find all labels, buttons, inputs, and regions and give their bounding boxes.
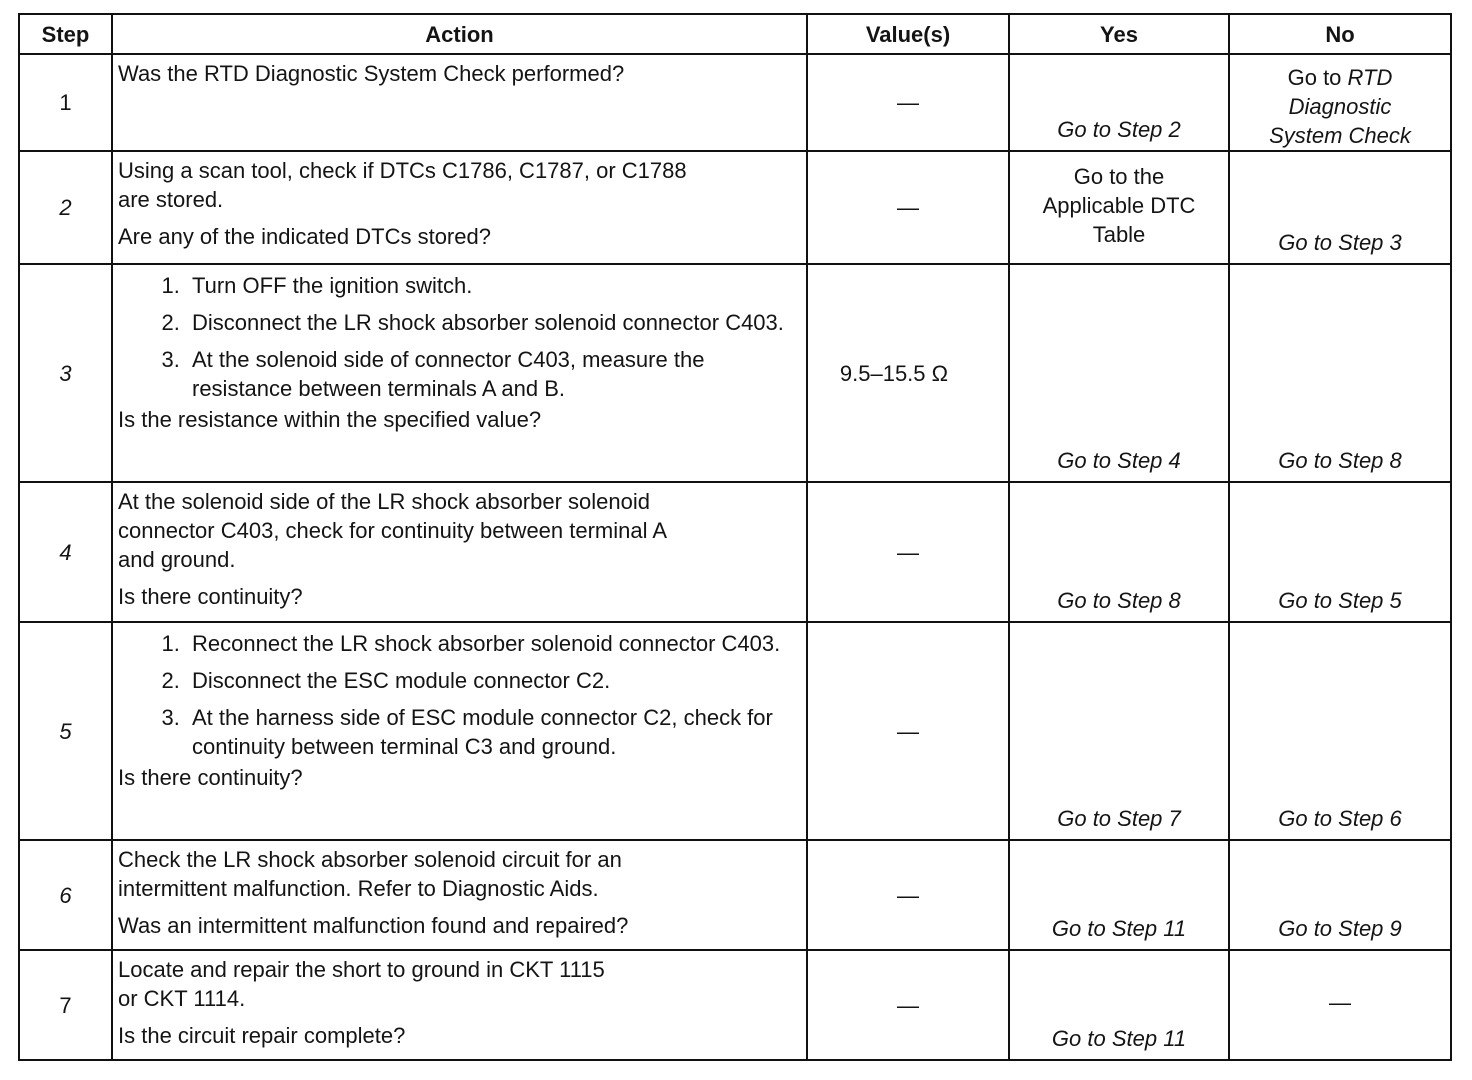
yes-line: Table [1092,222,1146,247]
yes-cell [1009,482,1229,622]
procedure-step: 1. Reconnect the LR shock absorber solenoid connector C403. [186,629,800,658]
value-cell: — [807,622,1009,840]
header-row [19,14,1451,54]
no-cell [1229,54,1451,151]
no-link-line: RTD [1347,65,1393,90]
step-number: 1 [19,54,112,151]
step-number: 5 [19,622,112,840]
yes-text: Go to Step 7 [1057,806,1181,831]
yes-line: Applicable DTC [1042,193,1196,218]
action-text: At the solenoid side of the LR shock absorber solenoid [118,489,650,514]
no-cell [1229,840,1451,950]
action-cell [112,950,807,1060]
action-text: Was the RTD Diagnostic System Check performed? [118,61,625,86]
value-cell: — [807,151,1009,264]
no-cell [1229,622,1451,840]
procedure-list [118,629,800,761]
action-text: connector C403, check for continuity between terminal A [118,518,668,543]
yes-cell [1009,950,1229,1060]
table-row [19,622,1451,840]
procedure-step: 2. Disconnect the ESC module connector C2. [186,666,800,695]
value-cell: — [807,840,1009,950]
action-text: or CKT 1114. [118,986,246,1011]
no-cell [1229,482,1451,622]
procedure-step: 3. At the solenoid side of connector C403, measure the resistance between terminals A and B. [186,345,800,403]
yes-line: Go to the [1073,164,1165,189]
no-prefix: Go to [1287,65,1342,90]
no-cell [1229,264,1451,482]
question-text: Is the circuit repair complete? [118,1023,406,1048]
action-text: Locate and repair the short to ground in CKT 1115 [118,957,605,982]
header-step: Step [19,14,112,54]
action-text: are stored. [118,187,224,212]
yes-text: Go to Step 11 [1051,1026,1187,1051]
procedure-step: 1. Turn OFF the ignition switch. [186,271,800,300]
action-cell [112,151,807,264]
action-text: Using a scan tool, check if DTCs C1786, C1787, or C1788 [118,158,687,183]
no-link-line: Diagnostic [1288,94,1392,119]
value-cell: — [807,482,1009,622]
procedure-step: 3. At the harness side of ESC module connector C2, check for continuity between terminal C3 and ground. [186,703,800,761]
action-text: Check the LR shock absorber solenoid circuit for an [118,847,622,872]
no-text: Go to Step 6 [1278,806,1402,831]
no-text: Go to Step 3 [1278,230,1402,255]
value-cell: — [807,950,1009,1060]
yes-text: Go to Step 2 [1057,117,1181,142]
header-values: Value(s) [807,14,1009,54]
table-row [19,482,1451,622]
table-row [19,54,1451,151]
step-number: 6 [19,840,112,950]
yes-cell [1009,840,1229,950]
yes-cell [1009,622,1229,840]
yes-cell [1009,151,1229,264]
yes-cell [1009,54,1229,151]
question-text: Was an intermittent malfunction found and repaired? [118,913,629,938]
no-cell: — [1229,950,1451,1060]
question-text: Is there continuity? [118,584,303,609]
table-row [19,264,1451,482]
action-text: intermittent malfunction. Refer to Diagnostic Aids. [118,876,599,901]
procedure-step: 2. Disconnect the LR shock absorber solenoid connector C403. [186,308,800,337]
yes-text: Go to Step 4 [1057,448,1181,473]
action-cell [112,264,807,482]
yes-cell [1009,264,1229,482]
no-text: Go to Step 5 [1278,588,1402,613]
question-text: Is the resistance within the specified value? [118,407,542,432]
question-text: Are any of the indicated DTCs stored? [118,224,491,249]
table-row [19,151,1451,264]
step-number: 4 [19,482,112,622]
header-action: Action [112,14,807,54]
value-cell: 9.5–15.5 Ω [807,264,1009,482]
step-number: 3 [19,264,112,482]
header-yes: Yes [1009,14,1229,54]
action-cell [112,482,807,622]
table-row [19,950,1451,1060]
action-cell [112,54,807,151]
no-text: Go to Step 9 [1278,916,1402,941]
action-text: and ground. [118,547,236,572]
header-no: No [1229,14,1451,54]
procedure-list [118,271,800,403]
table-row [19,840,1451,950]
action-cell [112,840,807,950]
no-cell [1229,151,1451,264]
value-cell: — [807,54,1009,151]
yes-text: Go to Step 11 [1051,916,1187,941]
question-text: Is there continuity? [118,765,303,790]
diagnostic-table [18,13,1452,1061]
step-number: 2 [19,151,112,264]
step-number: 7 [19,950,112,1060]
action-cell [112,622,807,840]
no-link-line: System Check [1269,123,1411,148]
yes-text: Go to Step 8 [1057,588,1181,613]
no-text: Go to Step 8 [1278,448,1402,473]
